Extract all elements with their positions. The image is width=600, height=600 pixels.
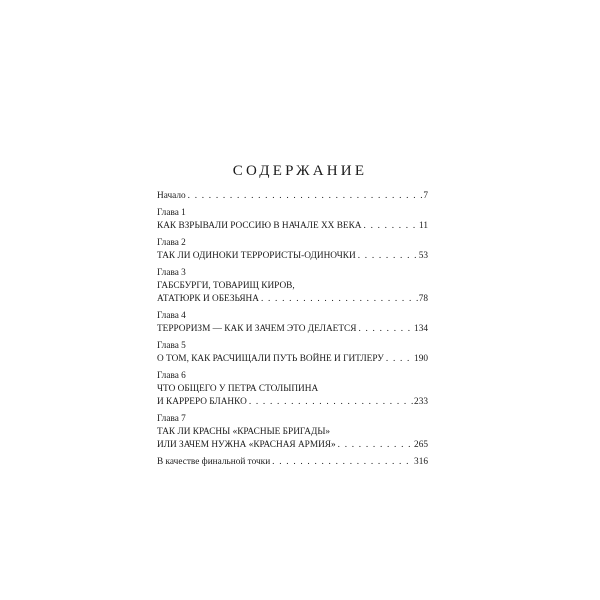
toc-page-number: 78	[418, 294, 428, 304]
toc-entry-line	[157, 190, 428, 203]
toc-entry-title: ГАБСБУРГИ, ТОВАРИЩ КИРОВ,	[157, 281, 295, 291]
toc-entry-line	[157, 353, 428, 366]
toc-entry-chapter-2[interactable]	[157, 237, 428, 263]
dot-leader	[358, 250, 418, 263]
toc-entry-line	[157, 396, 428, 409]
toc-entry-chapter-7[interactable]	[157, 413, 428, 452]
toc-page-number: 7	[423, 191, 428, 201]
toc-entry-line	[157, 293, 428, 306]
toc-entry-chapter-1[interactable]	[157, 207, 428, 233]
toc-entry-line	[157, 220, 428, 233]
dot-leader	[364, 220, 419, 233]
toc-entry-title: ИЛИ ЗАЧЕМ НУЖНА «КРАСНАЯ АРМИЯ»	[157, 440, 336, 450]
toc-page-number: 265	[414, 440, 428, 450]
toc-entry-title: И КАРРЕРО БЛАНКО	[157, 397, 247, 407]
toc-entry-title: О ТОМ, КАК РАСЧИЩАЛИ ПУТЬ ВОЙНЕ И ГИТЛЕРУ	[157, 354, 384, 364]
chapter-label: Глава 1	[157, 208, 186, 218]
chapter-label: Глава 6	[157, 371, 186, 381]
toc-entry-chapter-5[interactable]	[157, 340, 428, 366]
chapter-label: Глава 3	[157, 268, 186, 278]
toc-page-number: 316	[414, 457, 428, 467]
chapter-label: Глава 5	[157, 341, 186, 351]
toc-entry-title: ТАК ЛИ КРАСНЫ «КРАСНЫЕ БРИГАДЫ»	[157, 427, 331, 437]
toc-entry-chapter-6[interactable]	[157, 370, 428, 409]
dot-leader	[358, 323, 413, 336]
toc-page-number: 11	[419, 221, 428, 231]
table-of-contents	[157, 190, 428, 469]
toc-entry-line	[157, 456, 428, 469]
toc-entry-line	[157, 439, 428, 452]
toc-entry-line	[157, 280, 428, 293]
dot-leader	[338, 439, 413, 452]
dot-leader	[188, 190, 423, 203]
toc-entry-chapter-4[interactable]	[157, 310, 428, 336]
dot-leader	[386, 353, 413, 366]
toc-entry-title: Начало	[157, 191, 186, 201]
toc-entry-title: В качестве финальной точки	[157, 457, 271, 467]
dot-leader	[249, 396, 413, 409]
toc-entry-line	[157, 426, 428, 439]
toc-page-number: 190	[414, 354, 428, 364]
toc-entry-line	[157, 323, 428, 336]
toc-entry-start[interactable]	[157, 190, 428, 203]
chapter-label: Глава 7	[157, 414, 186, 424]
toc-page-number: 53	[418, 251, 428, 261]
dot-leader	[261, 293, 418, 306]
toc-entry-title: КАК ВЗРЫВАЛИ РОССИЮ В НАЧАЛЕ XX ВЕКА	[157, 221, 362, 231]
chapter-label: Глава 2	[157, 238, 186, 248]
toc-entry-title: ТЕРРОРИЗМ — КАК И ЗАЧЕМ ЭТО ДЕЛАЕТСЯ	[157, 324, 357, 334]
toc-entry-title: ЧТО ОБЩЕГО У ПЕТРА СТОЛЫПИНА	[157, 384, 319, 394]
toc-entry-final[interactable]	[157, 456, 428, 469]
dot-leader	[272, 456, 413, 469]
toc-page-number: 134	[414, 324, 428, 334]
toc-entry-title: АТАТЮРК И ОБЕЗЬЯНА	[157, 294, 259, 304]
toc-title: СОДЕРЖАНИЕ	[232, 163, 368, 179]
toc-page-number: 233	[414, 397, 428, 407]
toc-entry-chapter-3[interactable]	[157, 267, 428, 306]
toc-entry-line	[157, 383, 428, 396]
chapter-label: Глава 4	[157, 311, 186, 321]
toc-entry-title: ТАК ЛИ ОДИНОКИ ТЕРРОРИСТЫ-ОДИНОЧКИ	[157, 251, 356, 261]
toc-entry-line	[157, 250, 428, 263]
